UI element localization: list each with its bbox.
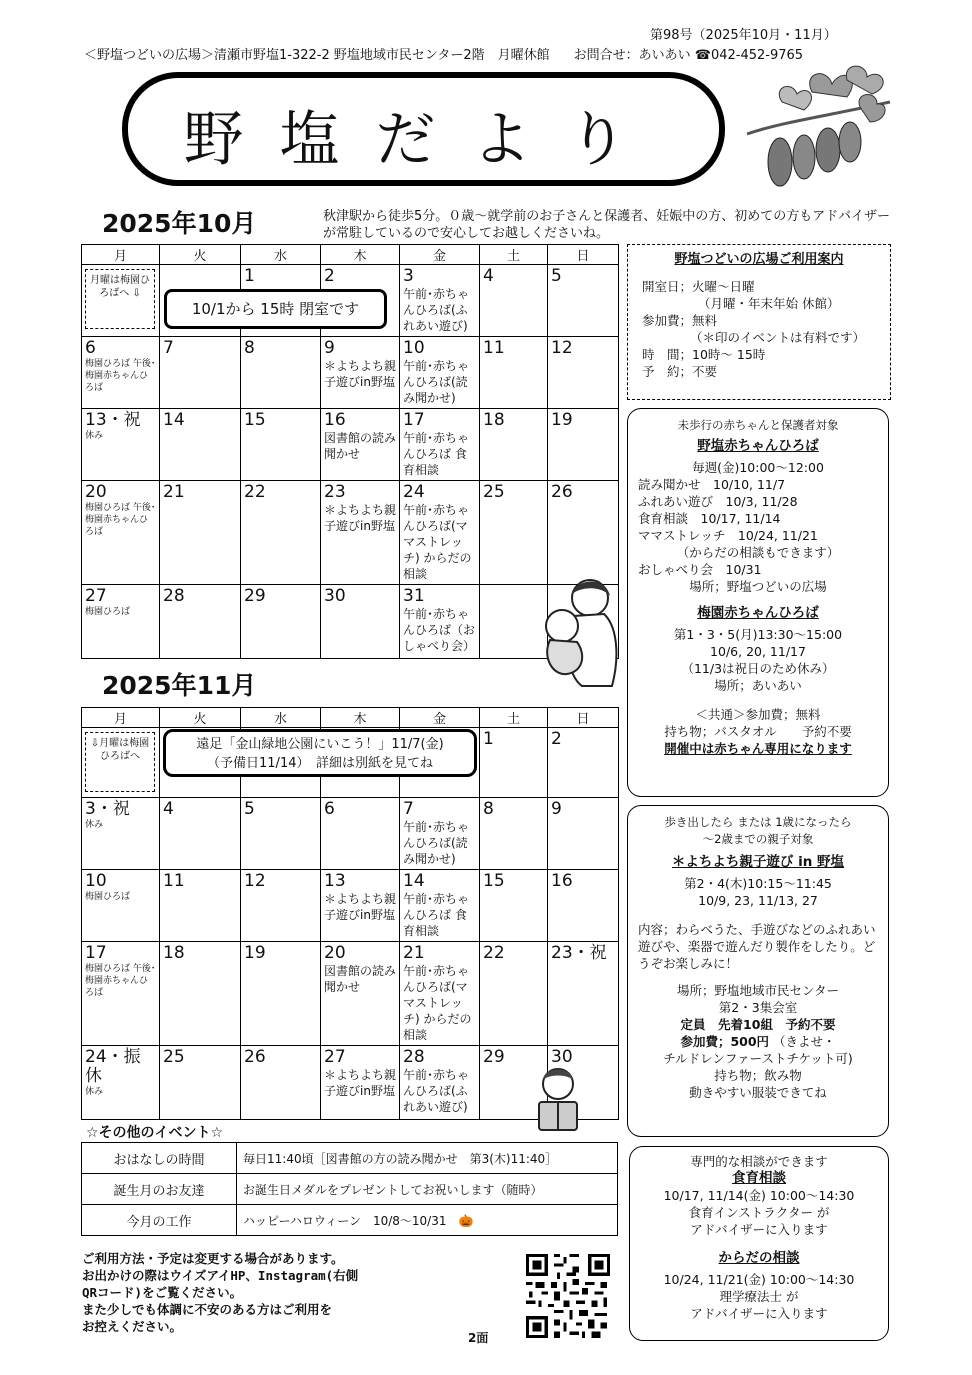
common-fee: ＜共通＞参加費；無料 — [695, 707, 821, 722]
weekday: 金 — [400, 245, 480, 265]
fee-amount: 参加費；500円 — [680, 1034, 770, 1049]
date: 25 — [163, 1047, 185, 1067]
target-text: 未歩行の赤ちゃんと保護者対象 — [677, 418, 839, 432]
activity: 読み聞かせ 10/10, 11/7 — [638, 477, 786, 492]
fee-note: チルドレンファーストチケット可) — [663, 1051, 853, 1066]
event: ＊よちよち親子遊びin野塩 — [324, 503, 397, 533]
day-cell — [480, 265, 548, 337]
sweet-potato-illustration — [742, 62, 892, 192]
table-row — [82, 1143, 618, 1174]
day-cell — [82, 1046, 160, 1120]
weekday: 土 — [480, 245, 548, 265]
week-row — [82, 798, 619, 870]
schedule: 第2・4(木)10:15～11:45 — [684, 876, 832, 891]
issue-number: 第98号（2025年10月・11月） — [650, 28, 837, 43]
date: 10 — [85, 871, 107, 891]
day-cell — [400, 942, 480, 1046]
place: 場所；野塩つどいの広場 — [689, 579, 827, 594]
date: 10 — [403, 338, 425, 358]
event: 梅園ひろば — [85, 607, 131, 617]
date: 8 — [244, 338, 255, 358]
schedule: 第1・3・5(月)13:30～15:00 — [673, 627, 843, 642]
day-cell — [480, 728, 548, 798]
weekday-header — [82, 245, 619, 265]
date: 20 — [85, 482, 107, 502]
guide-line: 開室日；火曜～日曜 — [642, 279, 755, 294]
date: 13・祝 — [85, 410, 141, 430]
day-cell — [82, 337, 160, 409]
event: 午前･赤ちゃんひろば(ママストレッチ) からだの相談 — [403, 964, 472, 1042]
week-row — [82, 481, 619, 585]
weekday: 火 — [160, 708, 241, 728]
date: 5 — [244, 799, 255, 819]
event: 午前･赤ちゃんひろば 食育相談 — [403, 431, 470, 477]
fee-note: （きよせ・ — [773, 1034, 836, 1049]
place: 場所；野塩地域市民センター — [676, 983, 839, 998]
capacity: 定員 先着10組 予約不要 — [680, 1017, 836, 1032]
event: 午前･赤ちゃんひろば(ふれあい遊び) — [403, 287, 470, 333]
day-cell — [548, 942, 619, 1046]
day-cell — [160, 481, 241, 585]
event: 午前･赤ちゃんひろば(読み聞かせ) — [403, 820, 470, 866]
weekday: 日 — [548, 245, 619, 265]
event: 図書館の読み聞かせ — [324, 431, 397, 461]
date: 12 — [551, 338, 573, 358]
monday-note: ⇩月曜は梅園ひろばへ — [85, 732, 155, 792]
day-cell — [160, 942, 241, 1046]
advisor: 理学療法士 が — [719, 1289, 799, 1304]
date: 31 — [403, 586, 425, 606]
day-cell — [241, 870, 321, 942]
day-cell — [82, 585, 160, 659]
event-label: 今月の工作 — [82, 1205, 237, 1236]
section-title: 梅園赤ちゃんひろば — [697, 605, 819, 621]
date: 15 — [244, 410, 266, 430]
date: 21 — [163, 482, 185, 502]
contact: お問合せ：あいあい ☎042-452-9765 — [573, 48, 804, 63]
day-cell — [82, 409, 160, 481]
event-text: お誕生日メダルをプレゼントしてお祝いします（随時） — [237, 1174, 618, 1205]
day-cell — [480, 481, 548, 585]
dates: 10/6, 20, 11/17 — [710, 644, 806, 659]
closing-time-notice: 10/1から 15時 閉室です — [164, 289, 387, 329]
day-cell — [400, 798, 480, 870]
day-cell — [241, 1046, 321, 1120]
day-cell — [321, 798, 400, 870]
day-cell — [548, 481, 619, 585]
section-title: からだの相談 — [718, 1250, 800, 1266]
day-cell — [321, 870, 400, 942]
event: 午前･赤ちゃんひろば(ふれあい遊び) — [403, 1068, 470, 1114]
event: ＊よちよち親子遊びin野塩 — [324, 1068, 397, 1098]
date: 6 — [85, 338, 96, 358]
schedule: 毎週(金)10:00～12:00 — [692, 460, 824, 475]
week-row — [82, 942, 619, 1046]
date: 15 — [483, 871, 505, 891]
event-text: ハッピーハロウィーン 10/8～10/31 🎃 — [237, 1205, 618, 1236]
date: 19 — [244, 943, 266, 963]
date: 1 — [244, 266, 255, 286]
day-cell — [160, 1046, 241, 1120]
day-cell — [82, 481, 160, 585]
toddler-play-panel — [627, 805, 889, 1137]
day-cell — [548, 265, 619, 337]
date: 18 — [163, 943, 185, 963]
day-cell — [480, 942, 548, 1046]
november-title: 2025年11月 — [102, 671, 257, 700]
event: 休み — [85, 431, 104, 441]
day-cell — [321, 409, 400, 481]
day-cell — [321, 942, 400, 1046]
date: 30 — [551, 1047, 573, 1067]
date: 2 — [551, 729, 562, 749]
activity-note: （からだの相談もできます） — [676, 545, 840, 560]
fee — [638, 1033, 878, 1050]
date: 7 — [403, 799, 414, 819]
table-row — [82, 1174, 618, 1205]
date: 24・振休 — [85, 1047, 141, 1086]
day-cell — [400, 409, 480, 481]
target-text: ～2歳までの親子対象 — [702, 832, 814, 846]
page-title: 野塩だより — [183, 105, 664, 175]
day-cell — [480, 798, 548, 870]
date: 26 — [551, 482, 573, 502]
date: 16 — [551, 871, 573, 891]
date: 19 — [551, 410, 573, 430]
day-cell — [548, 409, 619, 481]
dates: 10/9, 23, 11/13, 27 — [698, 893, 818, 908]
event-label: おはなしの時間 — [82, 1143, 237, 1174]
day-cell — [400, 337, 480, 409]
date: 11 — [483, 338, 505, 358]
day-cell — [160, 585, 241, 659]
dates: 10/24, 11/21(金) 10:00～14:30 — [663, 1272, 855, 1287]
event: 梅園ひろば 午後･梅園赤ちゃんひろば — [85, 964, 156, 998]
guide-line: （＊印のイベントは有料です） — [690, 330, 866, 345]
guide-line: 予 約；不要 — [642, 364, 718, 379]
day-cell — [400, 265, 480, 337]
event: 梅園ひろば — [85, 892, 131, 902]
event-text: 毎日11:40頃［図書館の方の読み聞かせ 第3(木)11:40］ — [237, 1143, 618, 1174]
day-cell — [82, 798, 160, 870]
weekday: 木 — [321, 245, 400, 265]
day-cell — [82, 728, 160, 798]
date: 9 — [551, 799, 562, 819]
footer-line: お出かけの際はウイズアイHP、Instagram(右側 — [82, 1268, 359, 1283]
date: 25 — [483, 482, 505, 502]
event-label: 誕生月のお友達 — [82, 1174, 237, 1205]
day-cell — [480, 870, 548, 942]
october-title: 2025年10月 — [102, 209, 257, 238]
event: ＊よちよち親子遊びin野塩 — [324, 359, 397, 389]
activity: ふれあい遊び 10/3, 11/28 — [638, 494, 798, 509]
date: 30 — [324, 586, 346, 606]
content: 内容；わらべうた、手遊びなどのふれあい遊びや、楽器で遊んだり製作をしたり。どうぞお楽しみに！ — [638, 922, 876, 971]
day-cell — [400, 870, 480, 942]
child-reading-illustration — [527, 1064, 589, 1134]
week-row — [82, 337, 619, 409]
advisor: アドバイザーに入ります — [690, 1222, 828, 1237]
section-title: 野塩赤ちゃんひろば — [697, 438, 819, 454]
date: 11 — [163, 871, 185, 891]
event: 梅園ひろば 午後･梅園赤ちゃんひろば — [85, 503, 156, 537]
date: 7 — [163, 338, 174, 358]
page-number: 2面 — [468, 1331, 489, 1345]
dates: 10/17, 11/14(金) 10:00～14:30 — [663, 1188, 855, 1203]
date: 9 — [324, 338, 335, 358]
day-cell — [321, 481, 400, 585]
date: 18 — [483, 410, 505, 430]
footer-line: お控えください。 — [82, 1319, 183, 1334]
date: 14 — [403, 871, 425, 891]
date: 16 — [324, 410, 346, 430]
excursion-title: 遠足「金山緑地公園にいこう！」11/7(金) — [196, 737, 444, 752]
table-row — [82, 1205, 618, 1236]
date: 22 — [483, 943, 505, 963]
date: 23 — [324, 482, 346, 502]
week-row — [82, 870, 619, 942]
footer-line: QRコード)をご覧ください。 — [82, 1285, 243, 1300]
day-cell — [160, 870, 241, 942]
weekday: 日 — [548, 708, 619, 728]
usage-guide — [627, 244, 891, 400]
weekday: 月 — [82, 245, 160, 265]
intro-text: 秋津駅から徒歩5分。０歳～就学前のお子さんと保護者、妊娠中の方、初めての方もアドバイザーが常駐しているので安心してお越しくださいね。 — [323, 209, 891, 241]
date: 14 — [163, 410, 185, 430]
day-cell — [160, 337, 241, 409]
weekday: 土 — [480, 708, 548, 728]
weekday: 水 — [241, 245, 321, 265]
date: 4 — [163, 799, 174, 819]
section-title: ＊よちよち親子遊び in 野塩 — [671, 854, 845, 870]
week-row — [82, 409, 619, 481]
baby-only-note: 開催中は赤ちゃん専用になります — [664, 741, 852, 756]
day-cell — [548, 798, 619, 870]
footer-notice — [82, 1250, 358, 1335]
mother-baby-illustration — [532, 576, 622, 688]
day-cell — [321, 337, 400, 409]
day-cell — [241, 798, 321, 870]
footer-line: また少しでも体調に不安のある方はご利用を — [82, 1302, 333, 1317]
day-cell — [400, 1046, 480, 1120]
day-cell — [548, 728, 619, 798]
footer-line: ご利用方法・予定は変更する場合があります。 — [82, 1251, 344, 1266]
address: ＜野塩つどいの広場＞清瀬市野塩1-322-2 野塩地域市民センター2階 月曜休館 — [84, 48, 550, 63]
date: 28 — [403, 1047, 425, 1067]
date: 20 — [324, 943, 346, 963]
event: 梅園ひろば 午後･梅園赤ちゃんひろば — [85, 359, 156, 393]
date: 3 — [403, 266, 414, 286]
date: 17 — [403, 410, 425, 430]
weekday: 火 — [160, 245, 241, 265]
event: ＊よちよち親子遊びin野塩 — [324, 892, 397, 922]
event: 午前･赤ちゃんひろば(読み聞かせ) — [403, 359, 470, 405]
guide-line: 時 間；10時～ 15時 — [642, 347, 766, 362]
event: 午前･赤ちゃんひろば（おしゃべり会） — [403, 607, 476, 653]
day-cell — [160, 798, 241, 870]
date: 21 — [403, 943, 425, 963]
date: 29 — [244, 586, 266, 606]
day-cell — [400, 585, 480, 659]
event: 午前･赤ちゃんひろば 食育相談 — [403, 892, 470, 938]
address-line — [84, 44, 803, 63]
excursion-detail: （予備日11/14） 詳細は別紙を見てね — [207, 756, 433, 771]
weekday: 金 — [400, 708, 480, 728]
day-cell — [548, 337, 619, 409]
day-cell — [400, 481, 480, 585]
day-cell — [160, 409, 241, 481]
other-events-title: ☆その他のイベント☆ — [86, 1125, 224, 1141]
day-cell — [241, 481, 321, 585]
date: 24 — [403, 482, 425, 502]
day-cell — [241, 337, 321, 409]
day-cell — [548, 870, 619, 942]
day-cell — [480, 409, 548, 481]
day-cell — [241, 409, 321, 481]
weekday: 水 — [241, 708, 321, 728]
activity: 食育相談 10/17, 11/14 — [638, 511, 781, 526]
date: 22 — [244, 482, 266, 502]
day-cell — [241, 942, 321, 1046]
qr-code[interactable] — [523, 1251, 613, 1341]
activity: おしゃべり会 10/31 — [638, 562, 762, 577]
weekday-header — [82, 708, 619, 728]
place: 第2・3集会室 — [718, 1000, 798, 1015]
date: 6 — [324, 799, 335, 819]
guide-line: 参加費；無料 — [642, 313, 718, 328]
date: 27 — [85, 586, 107, 606]
monday-note: 月曜は梅園ひろばへ ⇩ — [85, 269, 155, 329]
day-cell — [82, 265, 160, 337]
title-frame — [122, 72, 725, 186]
date: 1 — [483, 729, 494, 749]
guide-line: （月曜・年末年始 休館） — [698, 296, 840, 311]
guide-title: 野塩つどいの広場ご利用案内 — [674, 252, 844, 267]
target-text: 歩き出したら または 1歳になったら — [664, 815, 852, 829]
weekday: 月 — [82, 708, 160, 728]
weekday: 木 — [321, 708, 400, 728]
place: 場所；あいあい — [714, 678, 802, 693]
day-cell — [241, 585, 321, 659]
date: 5 — [551, 266, 562, 286]
day-cell — [82, 942, 160, 1046]
event: 休み — [85, 1087, 104, 1097]
advisor: アドバイザーに入ります — [690, 1306, 828, 1321]
date: 12 — [244, 871, 266, 891]
clothes: 動きやすい服装できてね — [689, 1085, 827, 1100]
date: 8 — [483, 799, 494, 819]
day-cell — [321, 1046, 400, 1120]
event: 図書館の読み聞かせ — [324, 964, 397, 994]
date: 13 — [324, 871, 346, 891]
date: 27 — [324, 1047, 346, 1067]
date: 26 — [244, 1047, 266, 1067]
day-cell — [321, 585, 400, 659]
event: 午前･赤ちゃんひろば(ママストレッチ) からだの相談 — [403, 503, 472, 581]
date: 28 — [163, 586, 185, 606]
activity: ママストレッチ 10/24, 11/21 — [638, 528, 818, 543]
date: 17 — [85, 943, 107, 963]
bring: 持ち物；飲み物 — [714, 1068, 802, 1083]
event: 休み — [85, 820, 104, 830]
date: 3・祝 — [85, 799, 130, 819]
date: 23・祝 — [551, 943, 607, 963]
day-cell — [82, 870, 160, 942]
advisor: 食育インストラクター が — [688, 1205, 830, 1220]
note: （11/3は祝日のため休み） — [681, 661, 835, 676]
other-events-table — [81, 1142, 618, 1236]
consultation-panel — [629, 1146, 889, 1341]
day-cell — [480, 337, 548, 409]
date: 4 — [483, 266, 494, 286]
date: 29 — [483, 1047, 505, 1067]
section-title: 食育相談 — [732, 1170, 786, 1186]
excursion-notice — [163, 729, 477, 777]
baby-plaza-panel — [627, 408, 889, 797]
bring: 持ち物；バスタオル 予約不要 — [664, 724, 852, 739]
date: 2 — [324, 266, 335, 286]
intro: 専門的な相談ができます — [690, 1154, 828, 1169]
